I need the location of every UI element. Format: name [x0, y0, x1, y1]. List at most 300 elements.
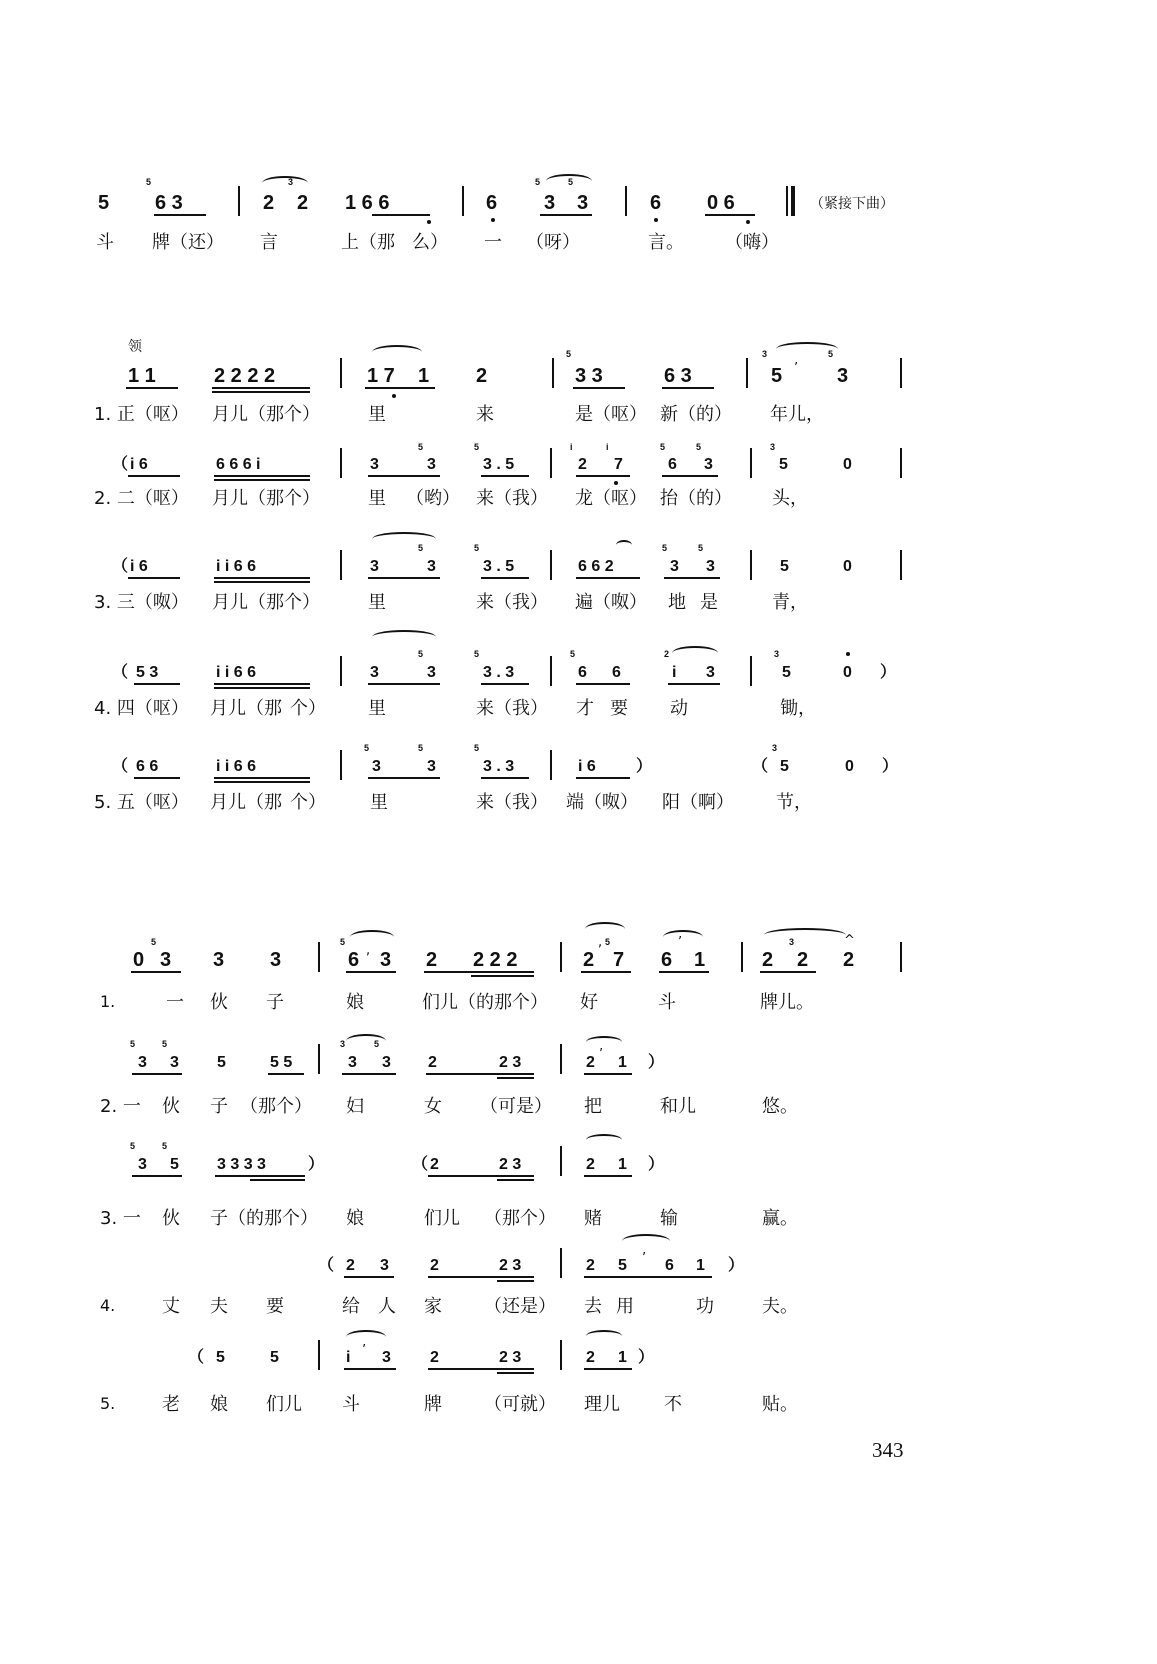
barline [900, 358, 902, 388]
lyric: 2. 二（呕） [94, 488, 189, 509]
underline [214, 683, 310, 685]
note: 5 [170, 1156, 179, 1173]
underline [662, 475, 718, 477]
lyric: 们儿 [266, 1394, 302, 1415]
grace-note: 3 [288, 177, 294, 187]
barline [900, 550, 902, 580]
paren: （ [112, 456, 129, 473]
underline [128, 577, 180, 579]
lyric: 悠。 [762, 1096, 798, 1117]
paren: （ [318, 1257, 335, 1274]
breath-mark: ’ [362, 1343, 367, 1358]
leader-label: 领 [128, 339, 142, 355]
lyric: 贴。 [762, 1394, 798, 1415]
underline [132, 1073, 182, 1075]
note: 2 [586, 1349, 595, 1366]
grace-note: 5 [162, 1039, 168, 1049]
lyric: 月儿（那个） [212, 404, 320, 425]
grace-note: 5 [130, 1039, 136, 1049]
underline [368, 577, 440, 579]
lyric: （可就） [484, 1394, 556, 1415]
lyric: 么） [412, 232, 448, 253]
note: 1 [618, 1349, 627, 1366]
paren: （ [188, 1349, 205, 1366]
underline [424, 971, 534, 973]
note-group: 1 1 [128, 365, 156, 387]
lyric: （可是） [480, 1096, 552, 1117]
note: 6 [578, 664, 587, 681]
note: 3 [427, 456, 436, 473]
underline [426, 1073, 534, 1075]
lyric: 不 [664, 1394, 682, 1415]
grace-note: 5 [418, 649, 424, 659]
note: 3 [160, 949, 172, 971]
lyric: 夫。 [762, 1296, 798, 1317]
breath-mark: , [366, 943, 371, 958]
grace-note: 2 [664, 649, 670, 659]
note: 0 [133, 949, 145, 971]
slur [672, 646, 718, 660]
grace-note: 3 [774, 649, 780, 659]
barline [746, 358, 748, 388]
paren: （ [112, 664, 129, 681]
note: 5 [216, 1349, 225, 1366]
lyric: 头， [772, 488, 808, 509]
note: 0 [843, 456, 852, 473]
lyric: （呀） [526, 232, 580, 253]
lyric: （那个） [484, 1208, 556, 1229]
note: 0 [843, 558, 852, 575]
underline [584, 1276, 712, 1278]
barline [900, 942, 902, 972]
note: 3 [837, 365, 849, 387]
barline [462, 186, 464, 216]
note-group: 3 . 5 [483, 456, 515, 473]
lyric: 2. 一 [100, 1096, 141, 1117]
lyric: 1. [100, 992, 116, 1011]
lyric: 妇 [346, 1096, 364, 1117]
grace-note: 3 [770, 442, 776, 452]
underline [214, 475, 310, 477]
underline [584, 1175, 632, 1177]
note-group: 6 6 2 [578, 558, 614, 575]
slur [372, 532, 436, 546]
note: 3 [670, 558, 679, 575]
barline [550, 448, 552, 478]
breath-mark: ’ [642, 1251, 647, 1266]
octave-dot [392, 394, 396, 398]
grace-note: 5 [568, 177, 574, 187]
underline [344, 1368, 396, 1370]
barline [741, 942, 743, 972]
slur [372, 630, 436, 644]
note-group: i i 6 6 [216, 664, 257, 681]
note: 5 [780, 558, 789, 575]
grace-note: 5 [570, 649, 576, 659]
lyric: 家 [424, 1296, 442, 1317]
paren: ） [308, 1156, 325, 1173]
note: 3 [138, 1156, 147, 1173]
grace-note: 5 [474, 543, 480, 553]
lyric: 龙（呕） [575, 488, 647, 509]
note: 2 [476, 365, 488, 387]
note: 3 [270, 949, 282, 971]
slur [586, 1036, 622, 1048]
octave-dot [846, 652, 850, 656]
note: 2 [843, 949, 855, 971]
note-group: 2 2 2 2 [214, 365, 276, 387]
lyric: 女 [424, 1096, 442, 1117]
lyric: 3. 一 [100, 1208, 141, 1229]
lyric: 3. 三（呶） [94, 592, 189, 613]
note-group: 6 3 [155, 192, 183, 214]
octave-dot [746, 220, 750, 224]
lyric: （还是） [484, 1296, 556, 1317]
note: 5 [270, 1349, 279, 1366]
lyric: 青， [772, 592, 808, 613]
slur [346, 1034, 386, 1048]
lyric: 言。 [648, 232, 684, 253]
lyric: 好 [580, 992, 598, 1013]
underline [576, 577, 640, 579]
note: 5 [780, 758, 789, 775]
lyric: 端（呶） [566, 792, 638, 813]
note: 2 [297, 192, 309, 214]
underline [214, 581, 310, 583]
lyric: 和儿 [660, 1096, 696, 1117]
lyric: 子 [210, 1096, 228, 1117]
note: 3 [382, 1054, 391, 1071]
lyric: 给 [342, 1296, 360, 1317]
underline [250, 1179, 305, 1181]
paren: ） [648, 1156, 665, 1173]
lyric: 要 [610, 698, 628, 719]
grace-note: 3 [789, 937, 795, 947]
underline [481, 777, 529, 779]
note: 2 [428, 1054, 437, 1071]
barline [340, 550, 342, 580]
breath-mark: , [598, 935, 603, 950]
barline [550, 550, 552, 580]
note-group: 5 5 [270, 1054, 293, 1071]
octave-dot [427, 220, 431, 224]
underline [368, 683, 440, 685]
note: 2 [797, 949, 809, 971]
lyric: 把 [584, 1096, 602, 1117]
slur [262, 176, 308, 190]
paren: ） [880, 664, 897, 681]
barline [900, 448, 902, 478]
slur [350, 930, 394, 944]
note-group: 2 3 [499, 1156, 522, 1173]
note: 6 [665, 1257, 674, 1274]
note: 3 [704, 456, 713, 473]
lyric: 里 [368, 698, 386, 719]
note: 0 [845, 758, 854, 775]
lyric: 斗 [342, 1394, 360, 1415]
note: 1 [696, 1257, 705, 1274]
lyric: 去 [584, 1296, 602, 1317]
note: 6 [668, 456, 677, 473]
note: 2 [346, 1257, 355, 1274]
note: 0 [843, 664, 852, 681]
lyric: 里 [368, 488, 386, 509]
lyric: 牌儿。 [760, 992, 814, 1013]
paren: （ [752, 758, 769, 775]
note: 3 [170, 1054, 179, 1071]
underline [664, 577, 720, 579]
lyric: 1. 正（呕） [94, 404, 189, 425]
note-group: 0 6 [707, 192, 735, 214]
underline [372, 214, 430, 216]
lyric: 遍（呶） [575, 592, 647, 613]
octave-dot [614, 481, 618, 485]
lyric: 里 [368, 404, 386, 425]
lyric: 上（那 [341, 232, 395, 253]
grace-note: 5 [418, 743, 424, 753]
lyric: 赢。 [762, 1208, 798, 1229]
grace-note: 5 [828, 349, 834, 359]
barline [560, 1340, 562, 1370]
underline [132, 1175, 182, 1177]
note: 3 [706, 664, 715, 681]
octave-dot [654, 218, 658, 222]
note-group: 5 3 [136, 664, 159, 681]
note: 3 [427, 558, 436, 575]
note: 3 [427, 664, 436, 681]
grace-note: 5 [474, 743, 480, 753]
barline [750, 448, 752, 478]
note: 5 [618, 1257, 627, 1274]
lyric: 娘 [346, 1208, 364, 1229]
slur [622, 1234, 670, 1248]
underline [365, 387, 435, 389]
underline [344, 1276, 394, 1278]
grace-note: 5 [418, 442, 424, 452]
page-number: 343 [872, 1438, 904, 1462]
underline [128, 475, 180, 477]
note-group: i i 6 6 [216, 558, 257, 575]
note-group: 2 2 2 [473, 949, 518, 971]
note: 1 [618, 1054, 627, 1071]
lyric: 老 [162, 1394, 180, 1415]
barline [786, 186, 788, 216]
lyric: 来（我） [476, 488, 548, 509]
lyric: 4. [100, 1296, 116, 1315]
underline [428, 1368, 534, 1370]
underline [584, 1073, 632, 1075]
note: 6 [650, 192, 662, 214]
lyric: 言 [260, 232, 278, 253]
underline [584, 1368, 632, 1370]
note-group: 2 3 [499, 1257, 522, 1274]
note-group: 6 6 [136, 758, 159, 775]
lyric: 一 [484, 232, 502, 253]
lyric: 才 [576, 698, 594, 719]
barline [552, 358, 554, 388]
lyric: 娘 [346, 992, 364, 1013]
grace-note: 5 [146, 177, 152, 187]
lyric: 月儿（那 [210, 792, 282, 813]
slur [586, 1134, 622, 1146]
lyric: 用 [616, 1296, 634, 1317]
slur [372, 345, 422, 359]
note: 3 [544, 192, 556, 214]
underline [481, 683, 529, 685]
note-group: 1 6 6 [345, 192, 390, 214]
note: 5 [771, 365, 783, 387]
barline [560, 1146, 562, 1176]
underline [428, 1175, 534, 1177]
note: 1 [418, 365, 430, 387]
grace-note: 5 [418, 543, 424, 553]
note: 1 [694, 949, 706, 971]
lyric: 伙 [162, 1096, 180, 1117]
grace-note: 5 [162, 1141, 168, 1151]
note: 2 [586, 1054, 595, 1071]
breath-mark: ’ [599, 1047, 604, 1062]
underline [215, 1175, 305, 1177]
lyric: 月儿（那 [210, 698, 282, 719]
note: 3 [348, 1054, 357, 1071]
note-group: 2 3 [499, 1349, 522, 1366]
lyric: 来（我） [476, 592, 548, 613]
breath-mark: ’ [678, 935, 683, 950]
lyric: 们儿 [424, 1208, 460, 1229]
lyric: 伙 [162, 1208, 180, 1229]
grace-note: 5 [374, 1039, 380, 1049]
underline [760, 971, 816, 973]
note: 3 [706, 558, 715, 575]
note: 2 [263, 192, 275, 214]
underline [212, 391, 310, 393]
note: 7 [614, 456, 623, 473]
note: 5 [779, 456, 788, 473]
paren: （ [412, 1156, 429, 1173]
lyric: 来 [476, 404, 494, 425]
underline [154, 214, 206, 216]
barline [340, 448, 342, 478]
lyric: 输 [660, 1208, 678, 1229]
paren: （ [112, 758, 129, 775]
fermata [616, 540, 632, 550]
lyric: 来（我） [476, 792, 548, 813]
note: 2 [586, 1156, 595, 1173]
lyric: 子 [266, 992, 284, 1013]
underline [268, 1073, 304, 1075]
grace-note: 5 [698, 543, 704, 553]
lyric: 伙 [210, 992, 228, 1013]
note: 3 [138, 1054, 147, 1071]
slur [585, 922, 625, 936]
note-group: i 6 [578, 758, 596, 775]
underline [134, 683, 180, 685]
grace-note: 5 [660, 442, 666, 452]
underline [668, 683, 720, 685]
lyric: （那个） [240, 1096, 312, 1117]
note: 2 [578, 456, 587, 473]
slur [663, 930, 703, 944]
note: 3 [370, 558, 379, 575]
underline [481, 577, 529, 579]
lyric: 个） [290, 792, 326, 813]
lyric: 理儿 [584, 1394, 620, 1415]
note: 3 [370, 456, 379, 473]
note: 2 [586, 1257, 595, 1274]
lyric: 要 [266, 1296, 284, 1317]
underline [497, 1077, 534, 1079]
note: 7 [613, 949, 625, 971]
note-group: i 6 [130, 558, 148, 575]
slur [346, 1330, 386, 1344]
lyric: 锄， [780, 698, 816, 719]
barline [560, 942, 562, 972]
lyric: 丈 [162, 1296, 180, 1317]
underline [214, 777, 310, 779]
underline [497, 1280, 534, 1282]
lyric: 牌 [424, 1394, 442, 1415]
grace-note: 5 [696, 442, 702, 452]
lyric: 功 [696, 1296, 714, 1317]
barline [340, 750, 342, 780]
barline [238, 186, 240, 216]
lyric: 月儿（那个） [212, 488, 320, 509]
barline [340, 358, 342, 388]
note: 2 [430, 1156, 439, 1173]
lyric: 里 [370, 792, 388, 813]
note-group: 3 . 3 [483, 758, 515, 775]
note: 5 [98, 192, 110, 214]
note: i [346, 1349, 351, 1366]
note-group: 3 . 5 [483, 558, 515, 575]
grace-note: 3 [772, 743, 778, 753]
note-group: 6 6 6 i [216, 456, 261, 473]
note: 5 [217, 1054, 226, 1071]
underline [368, 777, 440, 779]
note: 6 [661, 949, 673, 971]
barline [750, 656, 752, 686]
lyric: 里 [368, 592, 386, 613]
barline [318, 1044, 320, 1074]
underline [497, 1372, 534, 1374]
note: 6 [348, 949, 360, 971]
barline [318, 942, 320, 972]
lyric: 赌 [584, 1208, 602, 1229]
underline [342, 1073, 396, 1075]
note-group: i i 6 6 [216, 758, 257, 775]
note: 3 [370, 664, 379, 681]
grace-note: 5 [130, 1141, 136, 1151]
note-group: i 6 [130, 456, 148, 473]
underline [576, 683, 630, 685]
grace-note: 5 [151, 937, 157, 947]
grace-note: i [606, 442, 609, 452]
underline [346, 971, 396, 973]
barline [560, 1248, 562, 1278]
underline [581, 971, 631, 973]
note-group: 3 3 3 3 [217, 1156, 266, 1173]
underline [481, 475, 529, 477]
underline [131, 971, 181, 973]
lyric: 个） [290, 698, 326, 719]
lyric: 动 [670, 698, 688, 719]
underline [659, 971, 709, 973]
underline [497, 1179, 534, 1181]
underline [368, 475, 440, 477]
underline [576, 475, 630, 477]
slur [764, 928, 846, 942]
lyric: 年儿， [770, 404, 824, 425]
